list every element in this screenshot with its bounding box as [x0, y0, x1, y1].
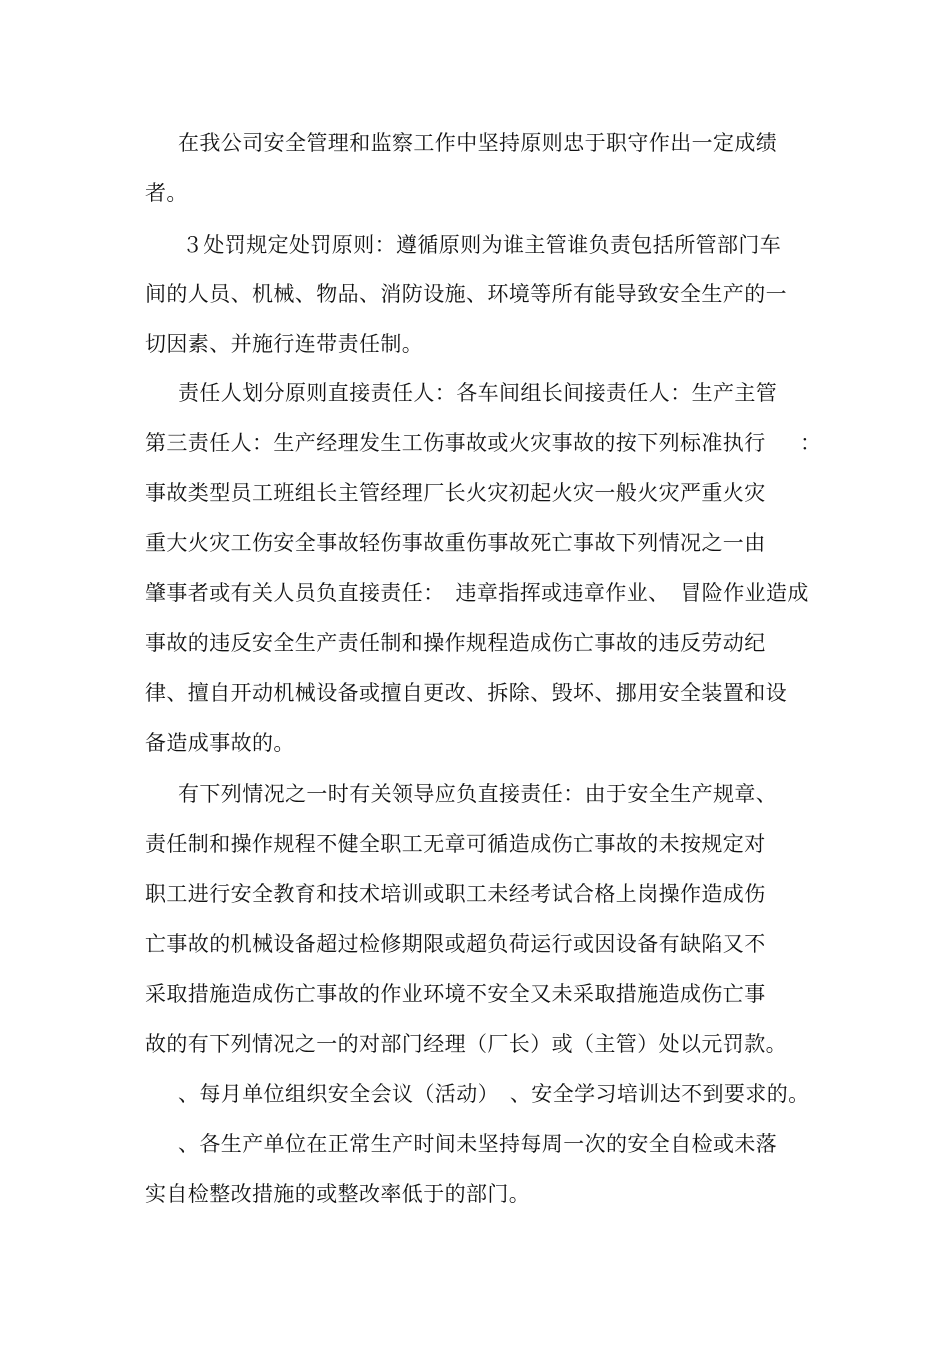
paragraph-line: 亡事故的机械设备超过检修期限或超负荷运行或因设备有缺陷又不	[145, 932, 766, 956]
paragraph-line: 者。	[145, 181, 188, 205]
paragraph-line: 肇事者或有关人员负直接责任： 违章指挥或违章作业、 冒险作业造成	[145, 581, 809, 605]
paragraph-line: 实自检整改措施的或整改率低于的部门。	[145, 1182, 531, 1206]
paragraph-line: 采取措施造成伤亡事故的作业环境不安全又未采取措施造成伤亡事	[145, 982, 766, 1006]
paragraph-line: 职工进行安全教育和技术培训或职工未经考试合格上岗操作造成伤	[145, 882, 766, 906]
paragraph-line: 切因素、并施行连带责任制。	[145, 332, 424, 356]
paragraph-line: 、每月单位组织安全会议（活动） 、安全学习培训达不到要求的。	[178, 1082, 810, 1106]
paragraph-line: 有下列情况之一时有关领导应负直接责任：由于安全生产规章、	[178, 782, 778, 806]
paragraph-line: 在我公司安全管理和监察工作中坚持原则忠于职守作出一定成绩	[178, 131, 778, 155]
paragraph-line: 、各生产单位在正常生产时间未坚持每周一次的安全自检或未落	[178, 1132, 778, 1156]
paragraph-line: 重大火灾工伤安全事故轻伤事故重伤事故死亡事故下列情况之一由	[145, 531, 766, 555]
paragraph-line: ３处罚规定处罚原则：遵循原则为谁主管谁负责包括所管部门车	[182, 233, 782, 257]
paragraph-line: 备造成事故的。	[145, 731, 295, 755]
paragraph-line: 责任制和操作规程不健全职工无章可循造成伤亡事故的未按规定对	[145, 832, 766, 856]
paragraph-line: 故的有下列情况之一的对部门经理（厂长）或（主管）处以元罚款。	[145, 1032, 787, 1056]
paragraph-line: 第三责任人：生产经理发生工伤事故或火灾事故的按下列标准执行	[145, 431, 766, 455]
trailing-colon: ：	[800, 431, 821, 455]
paragraph-line: 责任人划分原则直接责任人：各车间组长间接责任人：生产主管	[178, 381, 778, 405]
paragraph-line: 事故类型员工班组长主管经理厂长火灾初起火灾一般火灾严重火灾	[145, 481, 766, 505]
paragraph-line: 律、擅自开动机械设备或擅自更改、拆除、毁坏、挪用安全装置和设	[145, 681, 787, 705]
paragraph-line: 事故的违反安全生产责任制和操作规程造成伤亡事故的违反劳动纪	[145, 631, 766, 655]
paragraph-line: 间的人员、机械、物品、消防设施、环境等所有能导致安全生产的一	[145, 282, 787, 306]
